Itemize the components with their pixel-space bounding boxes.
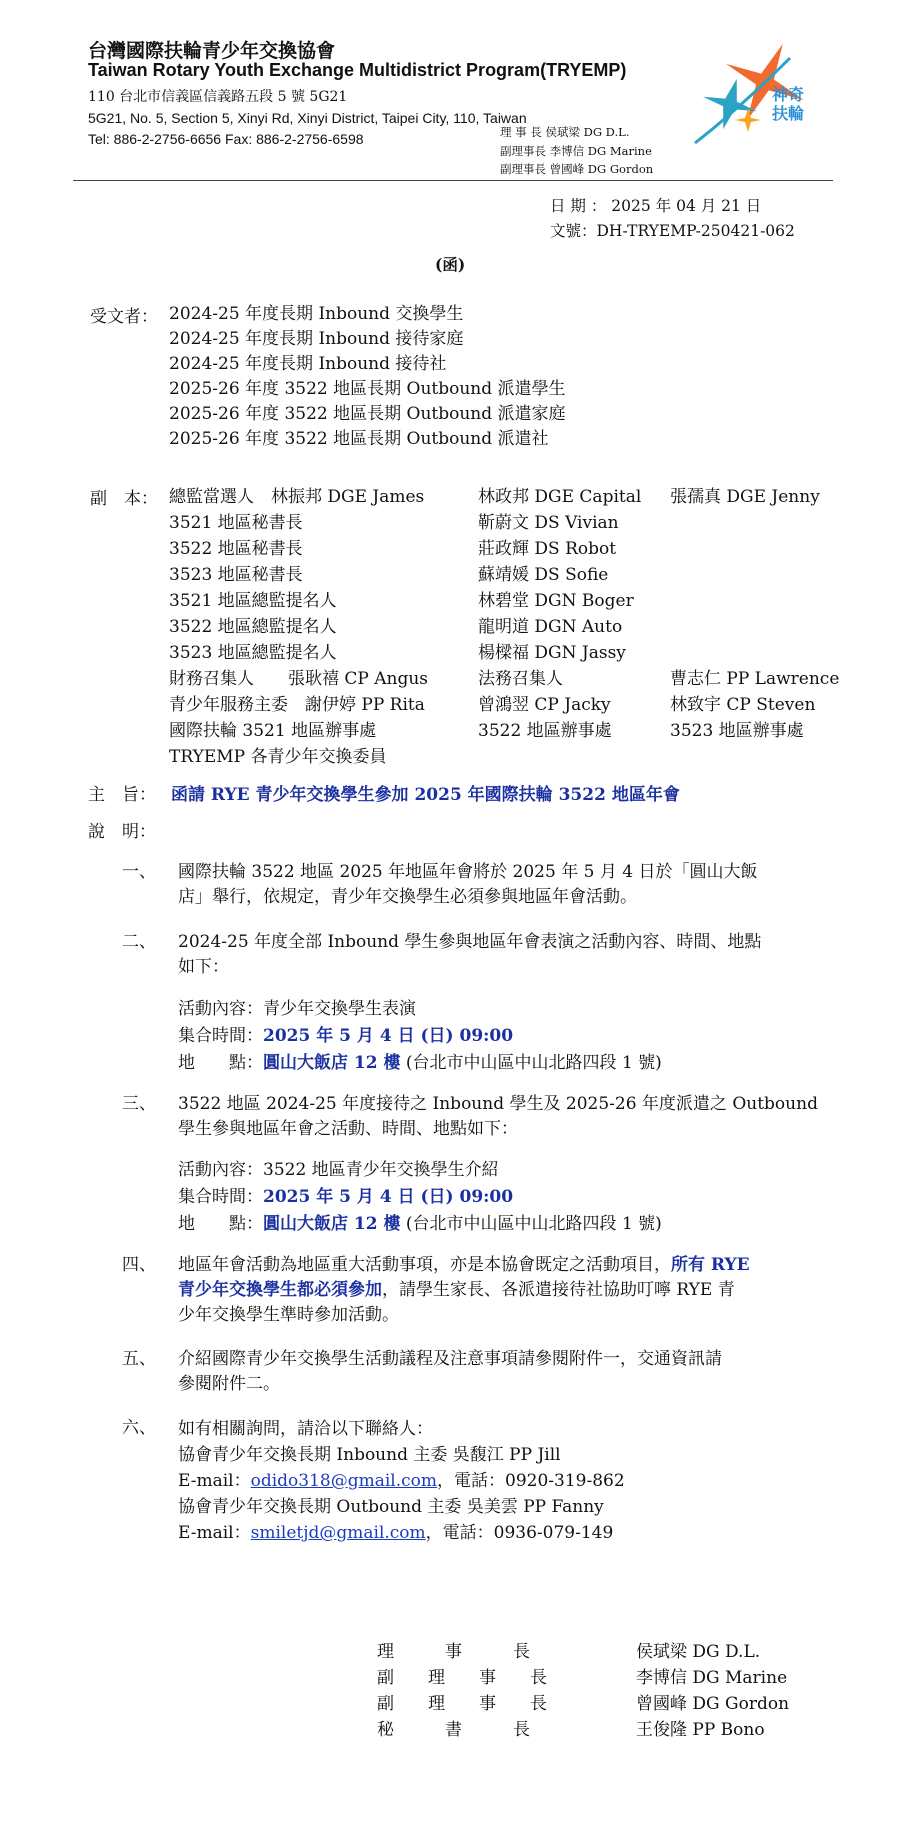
officer-vp2: 副理事長 曾國峰 DG Gordon: [500, 162, 654, 176]
cc-col2: [478, 484, 641, 744]
item2-text: 2024-25 年度全部 Inbound 學生參與地區年會表演之活動內容、時間、地點 如下：: [178, 932, 762, 977]
cc-entry: 3521 地區秘書長: [169, 513, 303, 533]
item-number: 二、: [122, 932, 156, 952]
subject-text: 函請 RYE 青少年交換學生參加 2025 年國際扶輪 3522 地區年會: [171, 785, 680, 805]
item-number: 四、: [122, 1255, 156, 1275]
cc-entry: 靳蔚文 DS Vivian: [478, 513, 619, 533]
cc-entry: 3523 地區秘書長: [169, 565, 303, 585]
cc-entry: 蘇靖媛 DS Sofie: [478, 565, 609, 585]
signature-names: 侯珷梁 DG D.L. 李博信 DG Marine 曾國峰 DG Gordon 王俊隆 PP Bono: [636, 1642, 790, 1740]
address-en: 5G21, No. 5, Section 5, Xinyi Rd, Xinyi District, Taipei City, 110, Taiwan: [88, 110, 527, 126]
cc-entry: 3522 地區辦事處: [478, 721, 612, 741]
cc-entry: 林碧堂 DGN Boger: [478, 591, 634, 611]
cc-entry: 莊政輝 DS Robot: [478, 539, 617, 559]
recipient-item: 2025-26 年度 3522 地區長期 Outbound 派遣社: [169, 429, 549, 449]
item2-details: 活動內容：青少年交換學生表演 集合時間：2025 年 5 月 4 日 (日) 09:00 地 點：圓山大飯店 12 樓 (台北市中山區中山北路四段 1 號): [178, 999, 662, 1073]
header-divider: [73, 180, 833, 181]
cc-entry: 3521 地區總監提名人: [169, 591, 337, 611]
recipient-item: 2025-26 年度 3522 地區長期 Outbound 派遣學生: [169, 379, 566, 399]
item6-text: 如有相關詢問，請洽以下聯絡人： 協會青少年交換長期 Inbound 主委 吳馥江 PP Jill E-mail：odido318@gmail.com，電話：0920-319-862 協會青少年交換長期 Outbound 主委 吳美雲 PP Fanny E-mail：smiletjd@gmail.com，電話：0936-079-149: [178, 1419, 625, 1543]
cc-entry: 3522 地區秘書長: [169, 539, 303, 559]
item-number: 六、: [122, 1418, 156, 1438]
cc-entry: TRYEMP 各青少年交換委員: [169, 747, 387, 767]
cc-entry: 林致宇 CP Steven: [670, 695, 816, 715]
item1-text: 國際扶輪 3522 地區 2025 年地區年會將於 2025 年 5 月 4 日於「圓山大飯 店」舉行，依規定，青少年交換學生必須參與地區年會活動。: [178, 862, 758, 907]
cc-col3: [670, 484, 839, 744]
cc-entry: 曾鴻翌 CP Jacky: [478, 695, 611, 715]
item5-text: 介紹國際青少年交換學生活動議程及注意事項請參閱附件一，交通資訊請 參閱附件二。: [178, 1349, 722, 1394]
officer-vp1: 副理事長 李博信 DG Marine: [500, 144, 652, 158]
cc-entry: 張孺真 DGE Jenny: [670, 487, 820, 507]
recipient-item: 2024-25 年度長期 Inbound 交換學生: [169, 304, 464, 324]
recipient-item: 2024-25 年度長期 Inbound 接待社: [169, 354, 447, 374]
org-name-en: Taiwan Rotary Youth Exchange Multidistrict Program(TRYEMP): [88, 60, 627, 80]
recipient-item: 2024-25 年度長期 Inbound 接待家庭: [169, 329, 464, 349]
address-zh: 110 台北市信義區信義路五段 5 號 5G21: [88, 89, 348, 105]
doc-date: 日 期 ： 2025 年 04 月 21 日: [550, 197, 762, 215]
tel-fax: Tel: 886-2-2756-6656 Fax: 886-2-2756-6598: [88, 131, 364, 147]
cc-entry: 國際扶輪 3521 地區辦事處: [169, 721, 377, 741]
cc-label: 副 本：: [90, 489, 158, 509]
item4-text: 地區年會活動為地區重大活動事項，亦是本協會既定之活動項目，所有 RYE 青少年交換學生都必須參加，請學生家長、各派遣接待社協助叮嚀 RYE 青 少年交換學生準時參加活動。: [178, 1255, 750, 1325]
email-link-outbound[interactable]: smiletjd@gmail.com: [250, 1523, 426, 1543]
email-link-inbound[interactable]: odido318@gmail.com: [250, 1471, 438, 1491]
explanation-label: 說 明：: [88, 822, 156, 842]
item-number: 五、: [122, 1349, 156, 1369]
cc-entry: 總監當選人 林振邦 DGE James: [169, 487, 425, 507]
officer-president: 理 事 長 侯珷梁 DG D.L.: [500, 125, 630, 139]
cc-entry: 3523 地區總監提名人: [169, 643, 337, 663]
logo-text: 神奇 扶輪: [772, 87, 805, 123]
cc-entry: 龍明道 DGN Auto: [478, 617, 623, 637]
recipients-list: [169, 302, 566, 452]
org-name-zh: 台灣國際扶輪青少年交換協會: [88, 40, 336, 62]
recipient-item: 2025-26 年度 3522 地區長期 Outbound 派遣家庭: [169, 404, 566, 424]
doc-number: 文號：DH-TRYEMP-250421-062: [550, 222, 795, 240]
cc-entry: 林政邦 DGE Capital: [478, 487, 642, 507]
cc-entry: 青少年服務主委 謝伊婷 PP Rita: [169, 695, 425, 715]
cc-entry: 曹志仁 PP Lawrence: [670, 669, 840, 689]
tryemp-logo: [690, 38, 820, 150]
item-number: 三、: [122, 1094, 156, 1114]
item3-text: 3522 地區 2024-25 年度接待之 Inbound 學生及 2025-26 年度派遣之 Outbound 學生參與地區年會之活動、時間、地點如下：: [178, 1094, 818, 1139]
item3-details: 活動內容：3522 地區青少年交換學生介紹 集合時間：2025 年 5 月 4 日 (日) 09:00 地 點：圓山大飯店 12 樓 (台北市中山區中山北路四段 1 號): [178, 1160, 662, 1234]
cc-entry: 財務召集人 張耿禧 CP Angus: [169, 669, 429, 689]
cc-entry: 3522 地區總監提名人: [169, 617, 337, 637]
cc-entry: 3523 地區辦事處: [670, 721, 804, 741]
signature-titles: 理 事 長 副 理 事 長 副 理 事 長 秘 書 長: [377, 1642, 547, 1740]
cc-entry: 法務召集人: [478, 669, 563, 689]
item-number: 一、: [122, 862, 156, 882]
recipients-label: 受文者：: [90, 307, 158, 327]
subject-label: 主 旨：: [88, 785, 156, 805]
doc-type: (函): [435, 255, 466, 274]
cc-entry: 楊樑福 DGN Jassy: [478, 643, 626, 663]
cc-col1: [169, 484, 428, 770]
